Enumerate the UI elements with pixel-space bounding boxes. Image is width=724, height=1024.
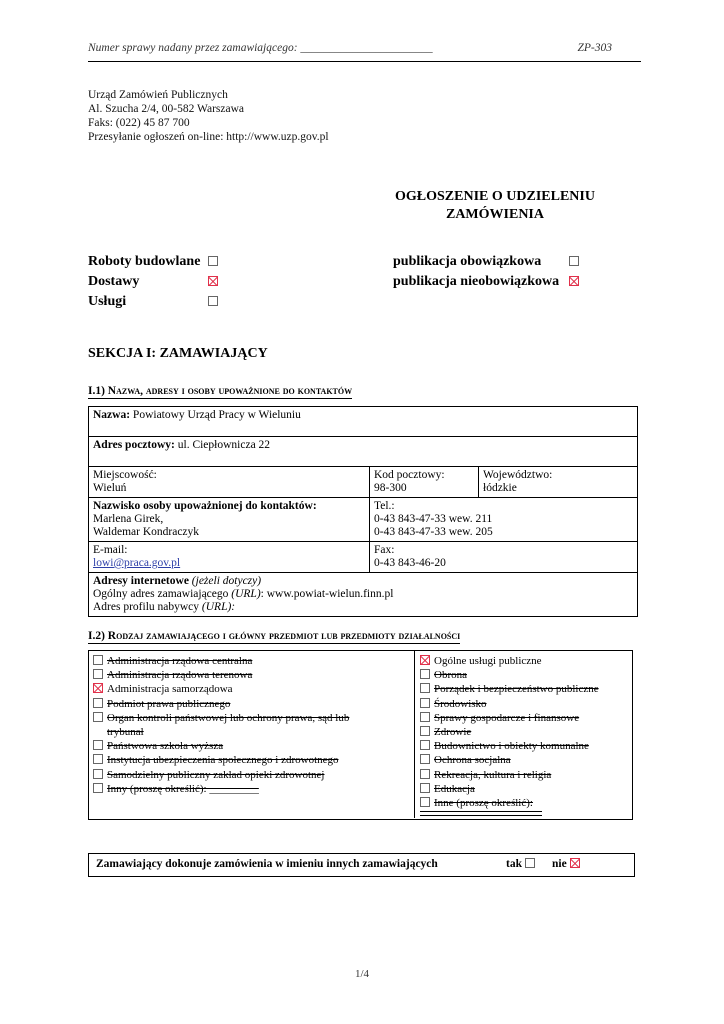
phone-cell xyxy=(370,498,638,542)
list-item xyxy=(420,782,599,796)
name-value: Powiatowy Urząd Pracy w Wieluniu xyxy=(132,409,301,421)
list-item xyxy=(93,682,349,696)
list-item-label: Organ kontroli państwowej lub ochrony prawa, sąd lub xyxy=(107,711,350,724)
list-item xyxy=(93,739,349,753)
email-cell xyxy=(89,542,370,573)
address-line: Przesyłanie ogłoszeń on-line: http://www.uzp.gov.pl xyxy=(88,131,329,143)
list-item-label: Edukacja xyxy=(434,782,475,795)
list-item xyxy=(420,768,599,782)
title-line: OGŁOSZENIE O UDZIELENIU xyxy=(395,189,595,204)
fax-value: 0-43 843-46-20 xyxy=(374,557,446,569)
other-line xyxy=(420,811,542,812)
checkbox[interactable] xyxy=(420,783,430,793)
subsection-i1-heading: I.1) Nazwa, adresy i osoby upoważnione do kontaktów xyxy=(88,385,353,397)
checkbox[interactable] xyxy=(420,769,430,779)
email-label: E-mail: xyxy=(93,544,128,556)
checkbox-works[interactable] xyxy=(208,256,218,266)
phone-label: Tel.: xyxy=(374,500,395,512)
column-divider xyxy=(414,650,415,818)
checkbox[interactable] xyxy=(420,712,430,722)
main-activity-list xyxy=(420,654,599,810)
voivodeship-label: Województwo: xyxy=(483,469,553,481)
list-item xyxy=(420,711,599,725)
buyer-profile-line xyxy=(93,601,633,614)
checkbox-services[interactable] xyxy=(208,296,218,306)
list-item-label: Administracja rządowa terenowa xyxy=(107,669,253,682)
list-item xyxy=(93,782,349,796)
voivodeship-value: łódzkie xyxy=(483,482,517,494)
contact-persons-label: Nazwisko osoby upoważnionej do kontaktów: xyxy=(93,500,317,512)
checkbox[interactable] xyxy=(420,754,430,764)
type-services-label: Usługi xyxy=(88,294,127,309)
checkbox[interactable] xyxy=(93,683,103,693)
activity-box xyxy=(88,650,633,820)
list-item xyxy=(420,725,599,739)
url-value: : www.powiat-wielun.finn.pl xyxy=(260,588,394,600)
case-number-label: Numer sprawy nadany przez zamawiającego: _______________________ xyxy=(88,42,433,54)
list-item-label: Zdrowie xyxy=(434,726,472,739)
list-item-label: Sprawy gospodarcze i finansowe xyxy=(434,711,580,724)
checkbox[interactable] xyxy=(93,740,103,750)
postal-value: ul. Ciepłownicza 22 xyxy=(177,439,271,451)
checkbox-mandatory[interactable] xyxy=(569,256,579,266)
list-item xyxy=(420,654,599,668)
list-item xyxy=(93,753,349,767)
checkbox[interactable] xyxy=(420,797,430,807)
checkbox[interactable] xyxy=(93,669,103,679)
list-item-label: trybunał xyxy=(107,726,144,739)
checkbox-optional[interactable] xyxy=(569,276,579,286)
checkbox-yes[interactable] xyxy=(525,858,535,868)
internet-label: Adresy internetowe xyxy=(93,575,189,587)
section-heading: SEKCJA I: ZAMAWIAJĄCY xyxy=(88,346,268,361)
checkbox[interactable] xyxy=(420,698,430,708)
name-cell xyxy=(89,407,638,437)
page-number: 1/4 xyxy=(354,968,370,980)
list-item-label: Porządek i bezpieczeństwo publiczne xyxy=(434,683,599,696)
checkbox[interactable] xyxy=(93,783,103,793)
type-services xyxy=(88,292,218,312)
document-title xyxy=(380,188,610,224)
email-link[interactable]: lowi@praca.gov.pl xyxy=(93,557,181,569)
list-item xyxy=(420,796,599,810)
address-line: Urząd Zamówień Publicznych xyxy=(88,89,228,101)
checkbox[interactable] xyxy=(420,655,430,665)
postal-cell xyxy=(89,437,638,467)
list-item xyxy=(93,668,349,682)
type-works-label: Roboty budowlane xyxy=(88,254,201,269)
url-line xyxy=(93,588,633,601)
joint-procurement-label: Zamawiający dokonuje zamówienia w imieniu innych zamawiających xyxy=(96,858,438,870)
list-item-label: Państwowa szkoła wyższa xyxy=(107,740,224,753)
buyer-profile-note: (URL): xyxy=(201,601,236,613)
list-item-label: Samodzielny publiczny zakład opieki zdrowotnej xyxy=(107,768,325,781)
city-value: Wieluń xyxy=(93,482,127,494)
type-works xyxy=(88,252,218,272)
list-item-label: Obrona xyxy=(434,669,467,682)
address-line: Faks: (022) 45 87 700 xyxy=(88,117,190,129)
list-item xyxy=(93,697,349,711)
checkbox[interactable] xyxy=(93,712,103,722)
list-item-label: Rekreacja, kultura i religia xyxy=(434,768,552,781)
list-item-label: Inne (proszę określić): xyxy=(434,797,533,810)
contact-table xyxy=(88,406,638,617)
list-item-label: Podmiot prawa publicznego xyxy=(107,697,231,710)
list-item-label: Ochrona socjalna xyxy=(434,754,511,767)
list-item xyxy=(93,711,349,725)
list-item xyxy=(420,697,599,711)
publication-mandatory-label: publikacja obowiązkowa xyxy=(393,254,542,269)
postal-label: Adres pocztowy: xyxy=(93,439,175,451)
type-supplies xyxy=(88,272,218,292)
checkbox[interactable] xyxy=(93,754,103,764)
list-item-label: Inny (proszę określić): _________ xyxy=(107,782,259,795)
list-item-label: Budownictwo i obiekty komunalne xyxy=(434,740,589,753)
voivodeship-cell xyxy=(479,467,638,498)
checkbox-no[interactable] xyxy=(570,858,580,868)
form-code: ZP-303 xyxy=(577,42,612,54)
list-item-label: Administracja rządowa centralna xyxy=(107,655,253,667)
checkbox[interactable] xyxy=(93,698,103,708)
list-item xyxy=(93,725,349,739)
list-item xyxy=(420,739,599,753)
checkbox-supplies[interactable] xyxy=(208,276,218,286)
city-cell xyxy=(89,467,370,498)
office-address xyxy=(88,88,329,144)
subsection-i2-heading: I.2) Rodzaj zamawiającego i główny przedmiot lub przedmioty działalności xyxy=(88,630,461,642)
publication-mandatory xyxy=(393,252,579,272)
publication-optional-label: publikacja nieobowiązkowa xyxy=(393,274,560,289)
zip-value: 98-300 xyxy=(374,482,407,494)
type-supplies-label: Dostawy xyxy=(88,274,140,289)
phone-value: 0-43 843-47-33 wew. 211 xyxy=(374,513,493,525)
yes-label: tak xyxy=(506,858,522,870)
buyer-profile-text: Adres profilu nabywcy xyxy=(93,601,200,613)
checkbox[interactable] xyxy=(420,669,430,679)
contact-person: Waldemar Kondraczyk xyxy=(93,526,200,538)
url-line-note: (URL) xyxy=(231,588,261,600)
other-line xyxy=(420,815,542,816)
list-item-label: Ogólne usługi publiczne xyxy=(434,655,542,667)
header-divider xyxy=(88,61,641,62)
checkbox[interactable] xyxy=(93,655,103,665)
contact-persons-cell xyxy=(89,498,370,542)
contract-type-group xyxy=(88,252,218,312)
address-line: Al. Szucha 2/4, 00-582 Warszawa xyxy=(88,103,244,115)
checkbox[interactable] xyxy=(93,769,103,779)
list-item xyxy=(420,753,599,767)
publication-optional xyxy=(393,272,579,292)
list-item-label: Instytucja ubezpieczenia społecznego i zdrowotnego xyxy=(107,754,339,767)
phone-value: 0-43 843-47-33 wew. 205 xyxy=(374,526,493,538)
city-label: Miejscowość: xyxy=(93,469,157,481)
list-item xyxy=(93,654,349,668)
list-item xyxy=(420,682,599,696)
zip-label: Kod pocztowy: xyxy=(374,469,445,481)
no-label: nie xyxy=(552,858,567,870)
checkbox[interactable] xyxy=(420,726,430,736)
name-label: Nazwa: xyxy=(93,409,131,421)
list-item xyxy=(93,768,349,782)
contact-person: Marlena Girek, xyxy=(93,513,164,525)
checkbox[interactable] xyxy=(420,683,430,693)
checkbox[interactable] xyxy=(420,740,430,750)
url-line-text: Ogólny adres zamawiającego xyxy=(93,588,229,600)
list-item xyxy=(420,668,599,682)
list-item-label: Administracja samorządowa xyxy=(107,683,233,696)
internet-cell xyxy=(89,573,638,617)
zip-cell xyxy=(370,467,479,498)
authority-type-list xyxy=(93,654,349,796)
internet-note: (jeżeli dotyczy) xyxy=(191,575,262,587)
joint-procurement-box xyxy=(88,853,635,877)
fax-cell xyxy=(370,542,638,573)
publication-group xyxy=(393,252,579,292)
title-line: ZAMÓWIENIA xyxy=(445,207,544,222)
page-header xyxy=(88,42,636,54)
fax-label: Fax: xyxy=(374,544,395,556)
list-item-label: Środowisko xyxy=(434,697,487,710)
